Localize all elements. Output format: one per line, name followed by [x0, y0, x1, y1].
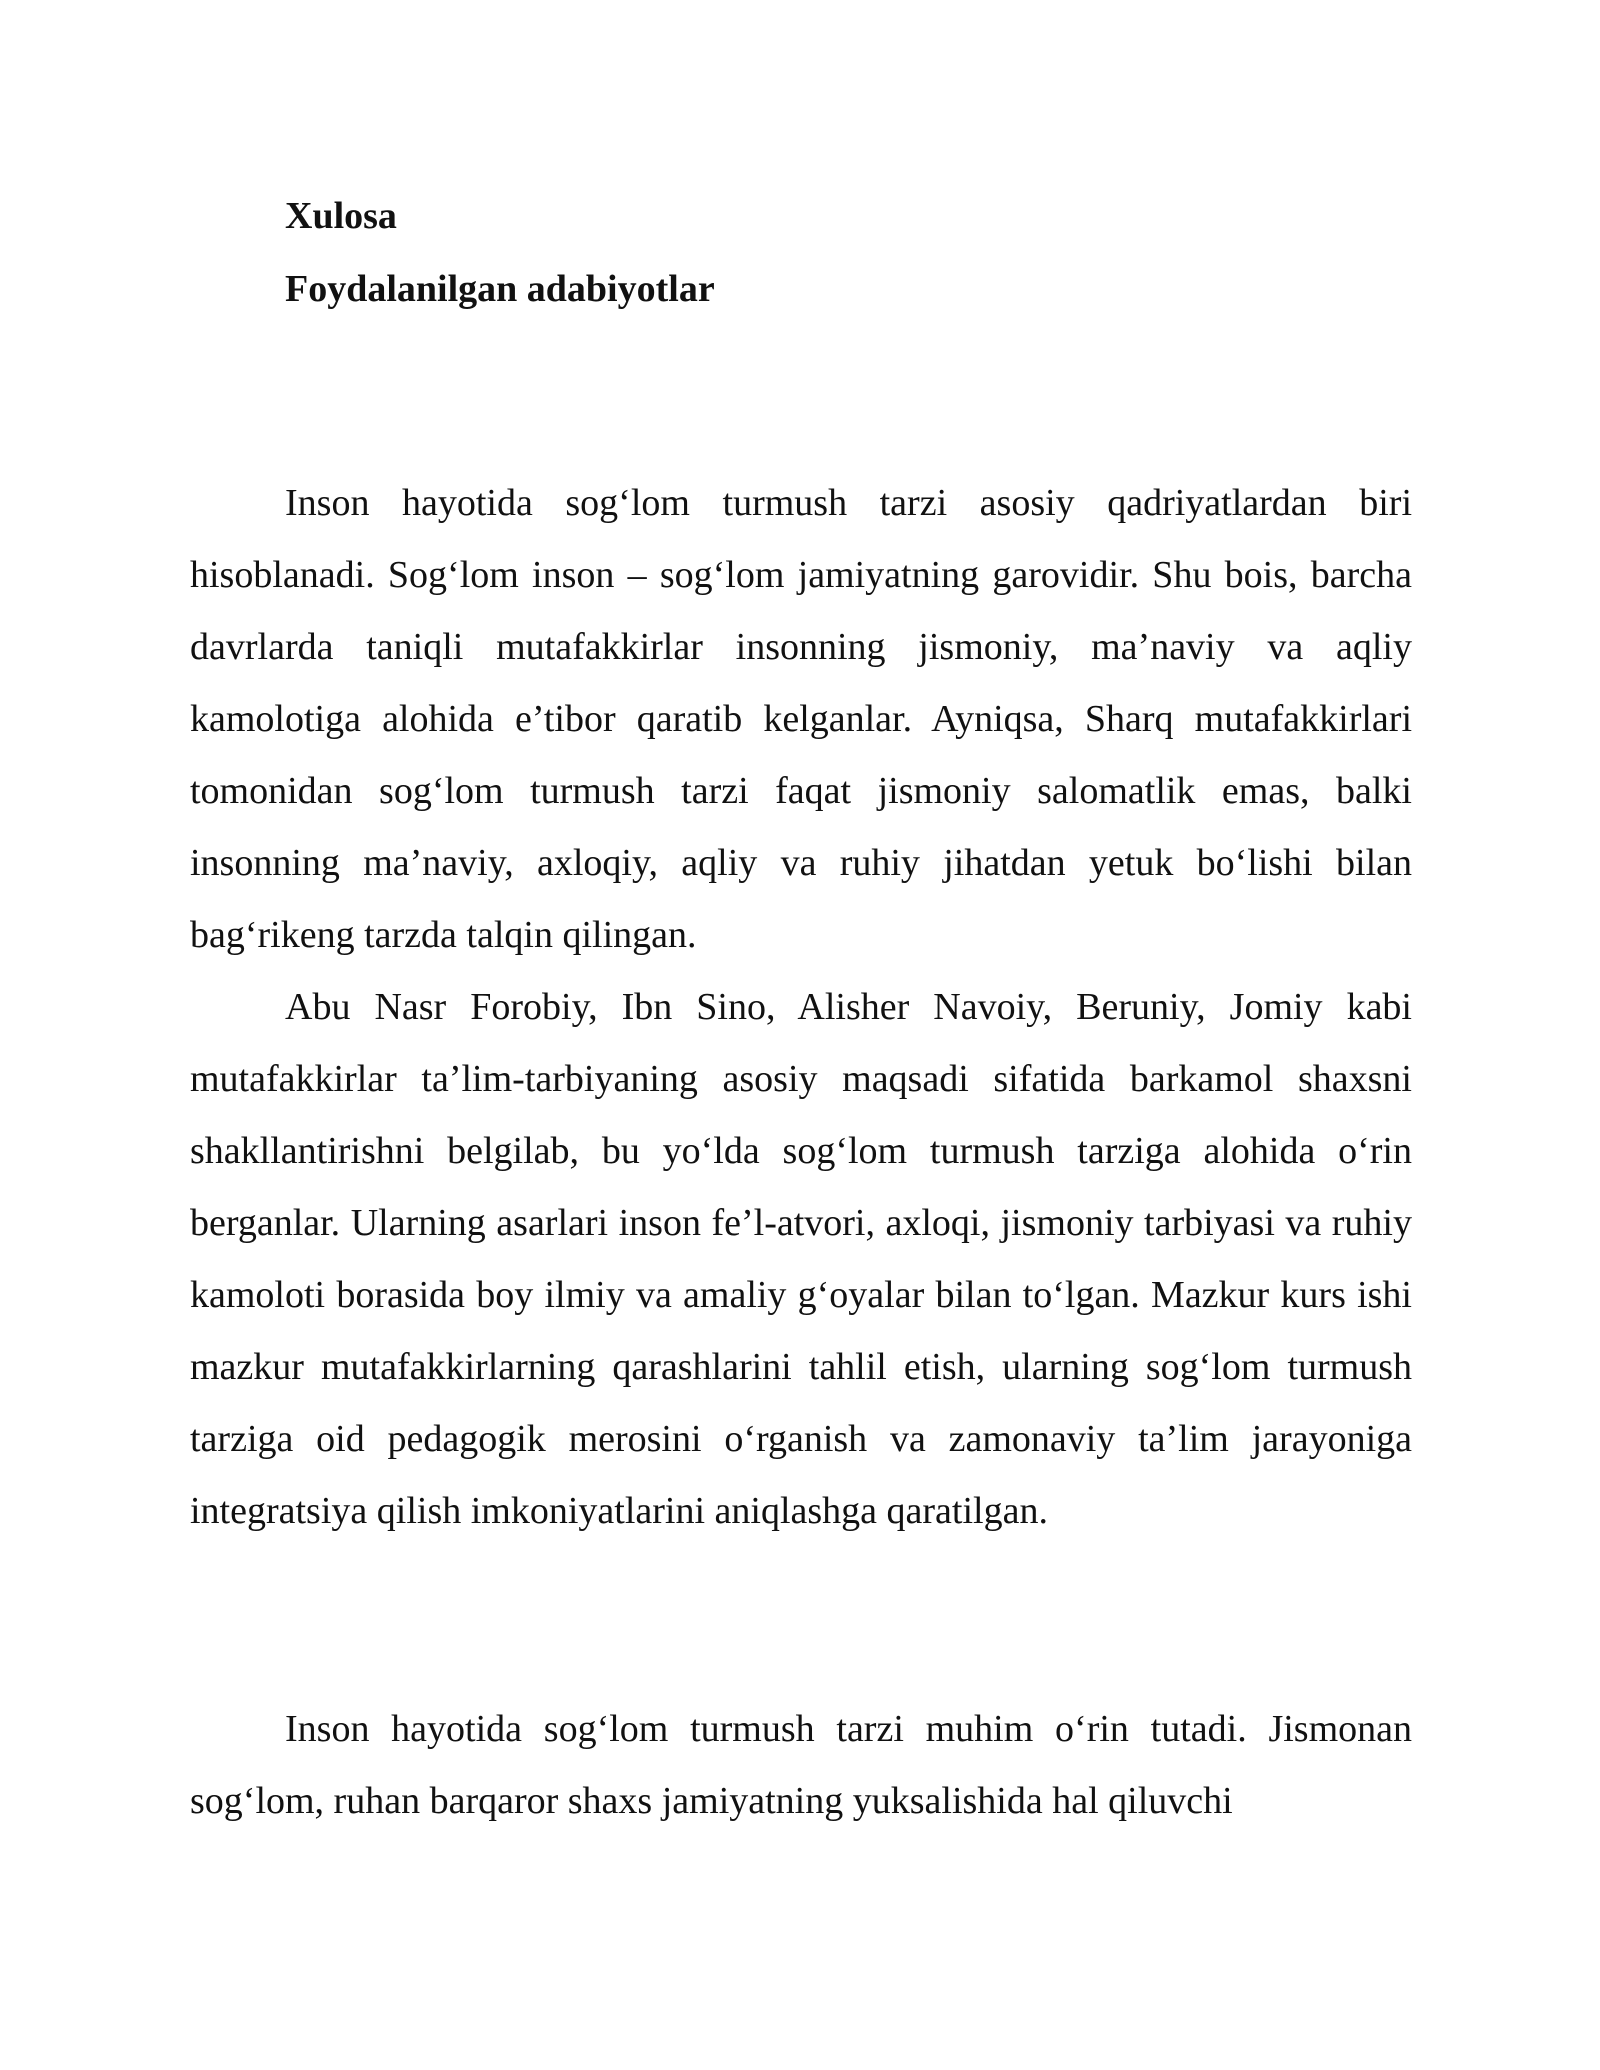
references-heading: Foydalanilgan adabiyotlar [285, 268, 715, 310]
paragraph-intro: Inson hayotida sog‘lom turmush tarzi asosiy qadriyatlardan biri hisoblanadi. Sog‘lom inson – sog‘lom jamiyatning garovidir. Shu bois, barcha davrlarda taniqli mutafakkirlar insonning jismoniy, ma’naviy va aqliy kamolotiga alohida e’tibor qaratib kelganlar. Ayniqsa, Sharq mutafakkirlari tomonidan sog‘lom turmush tarzi faqat jismoniy salomatlik emas, balki insonning ma’naviy, axloqiy, aqliy va ruhiy jihatdan yetuk bo‘lishi bilan bag‘rikeng tarzda talqin qilingan. [190, 482, 1412, 956]
body-text-block-continued [190, 1693, 1412, 1837]
paragraph-healthy-lifestyle: Inson hayotida sog‘lom turmush tarzi muhim o‘rin tutadi. Jismonan sog‘lom, ruhan barqaror shaxs jamiyatning yuksalishida hal qiluvchi [190, 1708, 1412, 1822]
body-text-block [190, 467, 1412, 1547]
conclusion-heading: Xulosa [285, 195, 397, 237]
paragraph-thinkers: Abu Nasr Forobiy, Ibn Sino, Alisher Navoiy, Beruniy, Jomiy kabi mutafakkirlar ta’lim-tarbiyaning asosiy maqsadi sifatida barkamol shaxsni shakllantirishni belgilab, bu yo‘lda sog‘lom turmush tarziga alohida o‘rin berganlar. Ularning asarlari inson fe’l-atvori, axloqi, jismoniy tarbiyasi va ruhiy kamoloti borasida boy ilmiy va amaliy g‘oyalar bilan to‘lgan. Mazkur kurs ishi mazkur mutafakkirlarning qarashlarini tahlil etish, ularning sog‘lom turmush tarziga oid pedagogik merosini o‘rganish va zamonaviy ta’lim jarayoniga integratsiya qilish imkoniyatlarini aniqlashga qaratilgan. [190, 986, 1412, 1532]
